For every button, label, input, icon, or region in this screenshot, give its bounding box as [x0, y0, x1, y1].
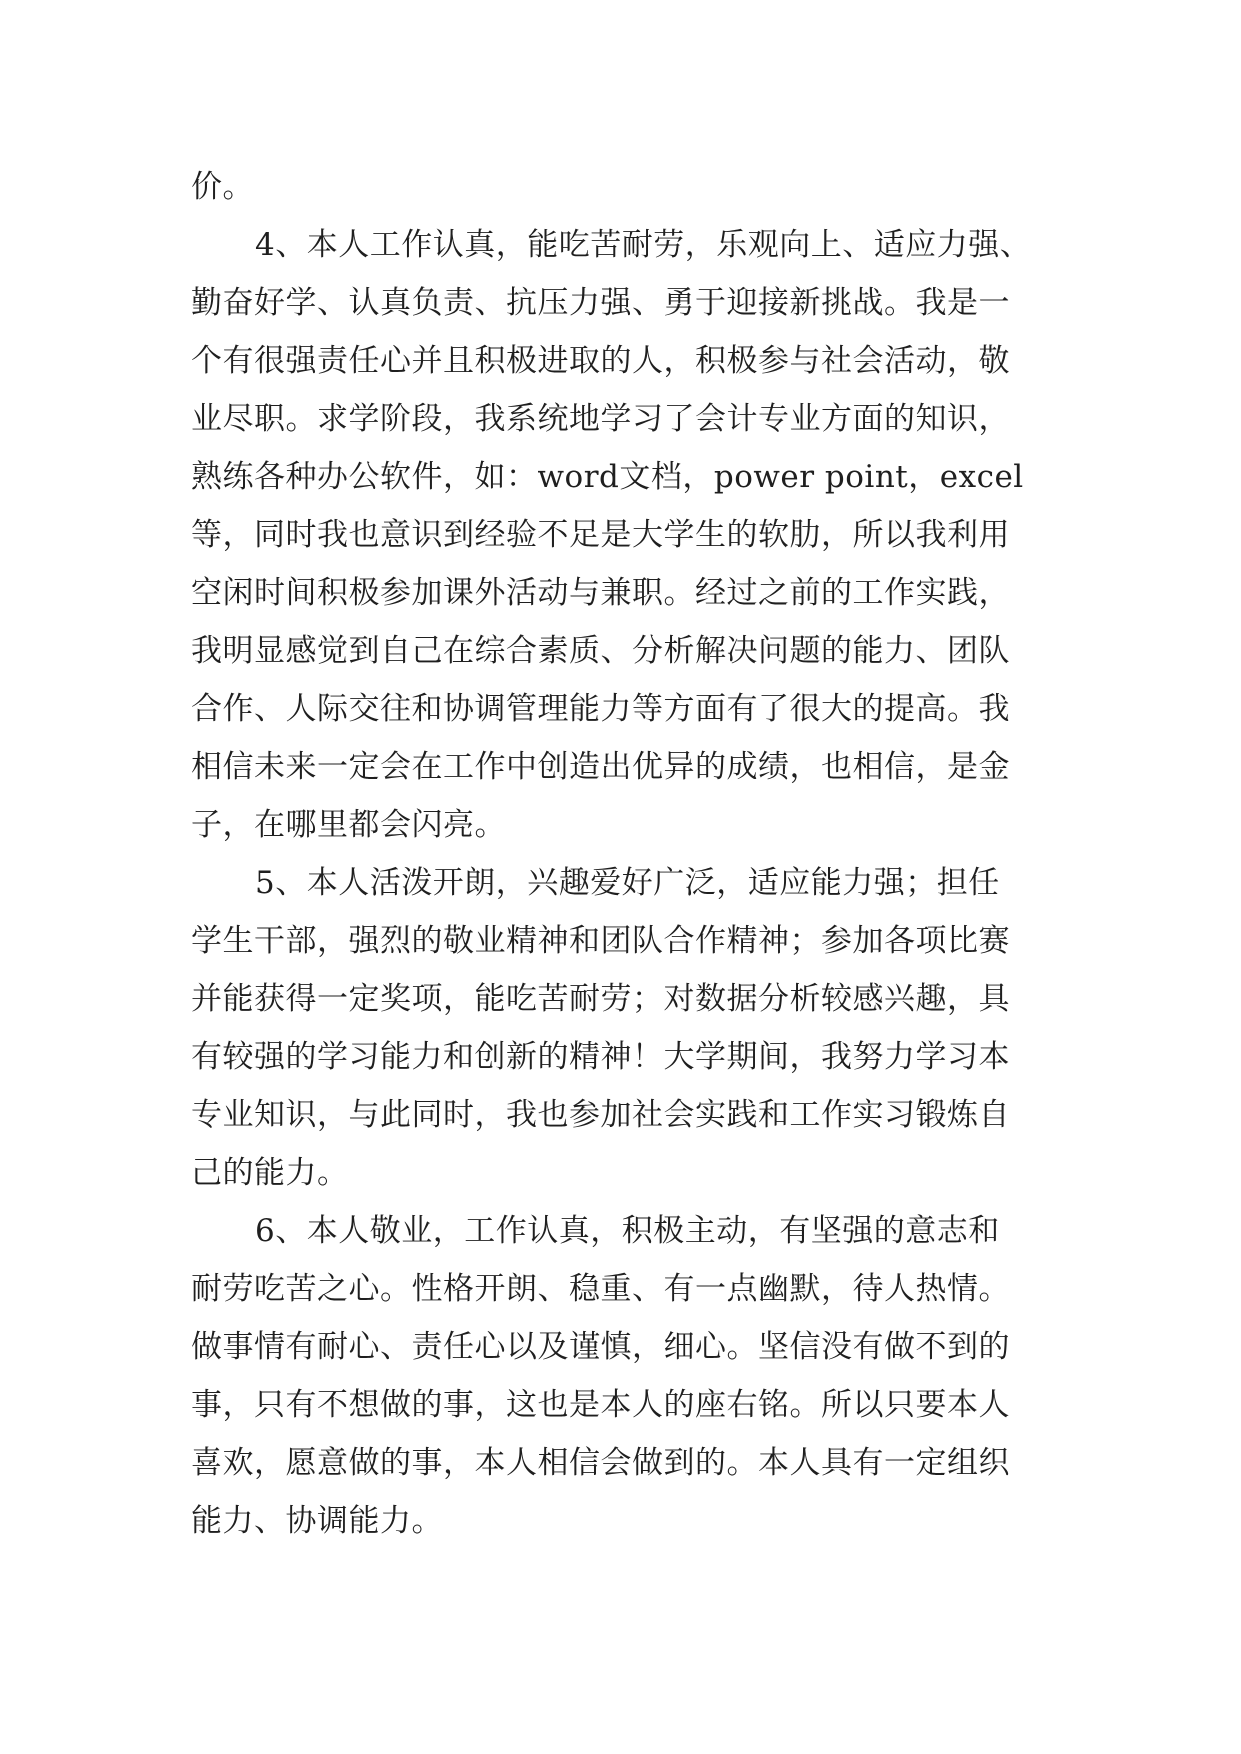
- text-line: 合作、人际交往和协调管理能力等方面有了很大的提高。我: [191, 691, 1010, 727]
- text-line: 勤奋好学、认真负责、抗压力强、勇于迎接新挑战。我是一: [191, 285, 1010, 321]
- text-line: 熟练各种办公软件，如：word文档，power point，excel: [191, 459, 1024, 495]
- text-line: 耐劳吃苦之心。性格开朗、稳重、有一点幽默，待人热情。: [191, 1271, 1010, 1307]
- text-line: 等，同时我也意识到经验不足是大学生的软肋，所以我利用: [191, 517, 1010, 553]
- text-line: 子，在哪里都会闪亮。: [191, 807, 506, 843]
- text-line: 专业知识，与此同时，我也参加社会实践和工作实习锻炼自: [191, 1097, 1010, 1133]
- text-line: 相信未来一定会在工作中创造出优异的成绩，也相信，是金: [191, 749, 1010, 785]
- text-line: 并能获得一定奖项，能吃苦耐劳；对数据分析较感兴趣，具: [191, 981, 1010, 1017]
- text-line: 6、本人敬业，工作认真，积极主动，有坚强的意志和: [255, 1213, 1000, 1249]
- text-line: 学生干部，强烈的敬业精神和团队合作精神；参加各项比赛: [191, 923, 1010, 959]
- text-line: 己的能力。: [191, 1155, 349, 1191]
- text-line: 做事情有耐心、责任心以及谨慎，细心。坚信没有做不到的: [191, 1329, 1010, 1365]
- text-line: 我明显感觉到自己在综合素质、分析解决问题的能力、团队: [191, 633, 1010, 669]
- text-line: 价。: [191, 169, 254, 205]
- text-line: 5、本人活泼开朗，兴趣爱好广泛，适应能力强；担任: [255, 865, 1000, 901]
- text-line: 4、本人工作认真，能吃苦耐劳，乐观向上、适应力强、: [255, 227, 1032, 263]
- text-line: 业尽职。求学阶段，我系统地学习了会计专业方面的知识，: [191, 401, 1010, 437]
- text-line: 个有很强责任心并且积极进取的人，积极参与社会活动，敬: [191, 343, 1010, 379]
- text-line: 事，只有不想做的事，这也是本人的座右铭。所以只要本人: [191, 1387, 1010, 1423]
- text-line: 空闲时间积极参加课外活动与兼职。经过之前的工作实践，: [191, 575, 1010, 611]
- text-line: 能力、协调能力。: [191, 1503, 443, 1539]
- text-line: 有较强的学习能力和创新的精神！大学期间，我努力学习本: [191, 1039, 1010, 1075]
- text-line: 喜欢，愿意做的事，本人相信会做到的。本人具有一定组织: [191, 1445, 1010, 1481]
- document-body: [191, 158, 1071, 1550]
